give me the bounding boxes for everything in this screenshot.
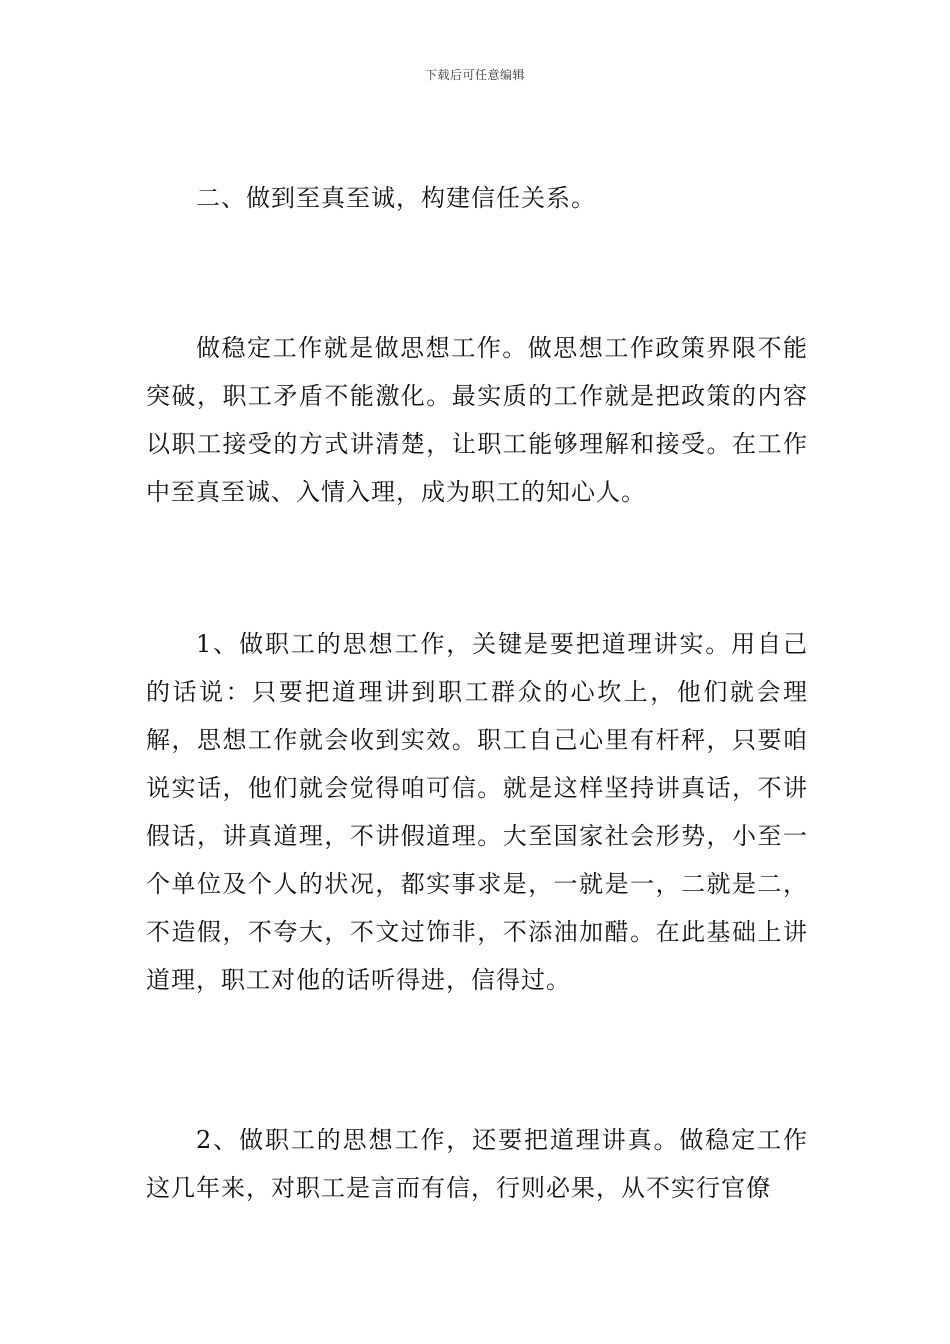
header-note: 下载后可任意编辑 <box>424 68 525 82</box>
paragraph-2: 1、做职工的思想工作，关键是要把道理讲实。用自己的话说：只要把道理讲到职工群众的心坎上，他们就会理解，思想工作就会收到实效。职工自己心里有杆秤，只要咱说实话，他们就会觉得咱可信。就是这样坚持讲真话，不讲假话，讲真道理，不讲假道理。大至国家社会形势，小至一个单位及个人的状况，都实事求是，一就是一，二就是二，不造假，不夸大，不文过饰非，不添油加醋。在此基础上讲道理，职工对他的话听得进，信得过。 <box>146 630 808 994</box>
paragraph-3: 2、做职工的思想工作，还要把道理讲真。做稳定工作这几年来，对职工是言而有信，行则必果，从不实行官僚 <box>146 1126 808 1202</box>
paragraph-1: 做稳定工作就是做思想工作。做思想工作政策界限不能突破，职工矛盾不能激化。最实质的工作就是把政策的内容以职工接受的方式讲清楚，让职工能够理解和接受。在工作中至真至诚、入情入理，成为职工的知心人。 <box>146 334 808 506</box>
section-heading: 二、做到至真至诚，构建信任关系。 <box>196 184 596 212</box>
